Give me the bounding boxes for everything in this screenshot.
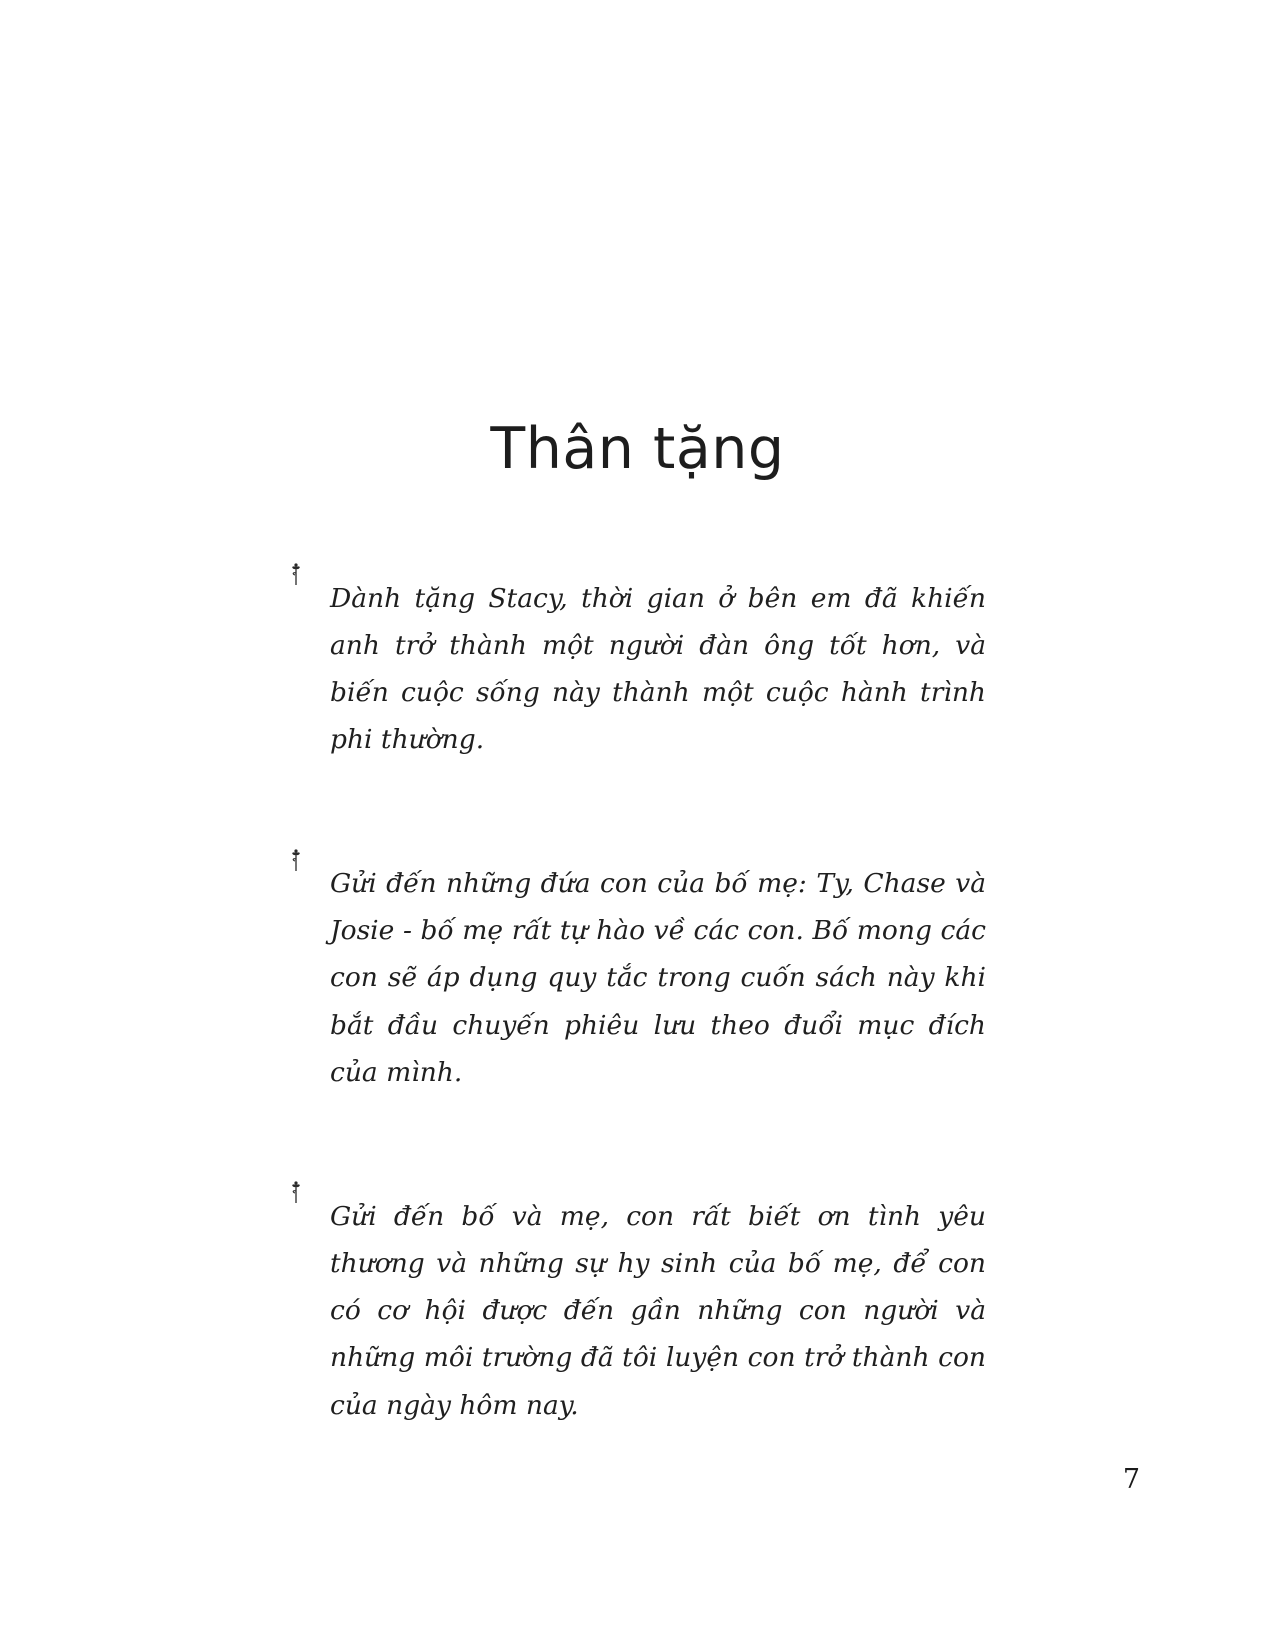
dedication-list [286, 548, 986, 1499]
floral-sprig-icon [286, 548, 330, 586]
list-item [286, 548, 986, 790]
list-item [286, 834, 986, 1123]
floral-sprig-icon [286, 834, 330, 872]
page-title: Thân tặng [490, 416, 785, 483]
floral-sprig-icon [286, 1166, 330, 1204]
dedication-text: Gửi đến những đứa con của bố mẹ: Ty, Chase và Josie - bố mẹ rất tự hào về các con. Bố mong các con sẽ áp dụng quy tắc trong cuốn sách này khi bắt đầu chuyến phiêu lưu theo đuổi mục đích của mình. [330, 868, 986, 1088]
page-number: 7 [1122, 1464, 1140, 1495]
dedication-text: Gửi đến bố và mẹ, con rất biết ơn tình yêu thương và những sự hy sinh của bố mẹ, để con có cơ hội được đến gần những con người và những môi trường đã tôi luyện con trở thành con của ngày hôm nay. [330, 1200, 986, 1421]
dedication-text: Dành tặng Stacy, thời gian ở bên em đã khiến anh trở thành một người đàn ông tốt hơn, và biến cuộc sống này thành một cuộc hành trình phi thường. [330, 582, 986, 755]
list-item [286, 1166, 986, 1455]
